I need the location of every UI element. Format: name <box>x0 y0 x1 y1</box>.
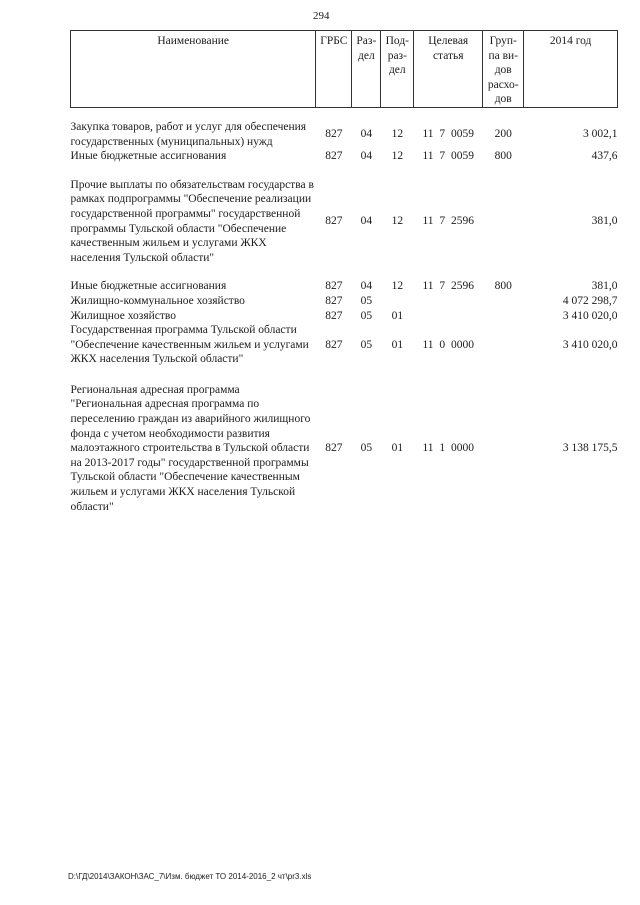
row-podrazdel: 12 <box>391 280 404 293</box>
row-razdel: 04 <box>360 128 373 141</box>
header-grbs: ГРБС <box>316 31 352 108</box>
table-row <box>71 383 618 514</box>
row-statya <box>414 309 483 324</box>
header-gruppa: Груп- па ви- дов расхо- дов <box>483 31 524 108</box>
row-razdel: 05 <box>360 442 373 455</box>
row-gruppa <box>483 309 524 324</box>
table-row <box>71 309 618 324</box>
row-gruppa: 800 <box>494 280 512 293</box>
row-sum: 381,0 <box>591 215 618 228</box>
row-razdel: 05 <box>360 294 373 307</box>
row-razdel: 04 <box>360 150 373 163</box>
row-podrazdel: 01 <box>391 309 404 322</box>
row-podrazdel: 01 <box>391 442 404 455</box>
file-path-footer: D:\ГД\2014\ЗАКОН\ЗАС_7\Изм. бюджет ТО 2014-2016_2 чт\pr3.xls <box>68 872 312 881</box>
page-number: 294 <box>313 10 330 22</box>
row-statya: 11 7 0059 <box>422 150 475 163</box>
table-header-row <box>71 31 618 108</box>
row-gruppa <box>483 178 524 266</box>
row-gruppa <box>483 323 524 367</box>
row-razdel: 05 <box>360 338 373 351</box>
row-name: Государственная программа Тульской области "Обеспечение качественным жильем и услугами ЖКХ населения Тульской области" <box>70 324 309 366</box>
row-grbs: 827 <box>325 294 343 307</box>
table-row <box>71 294 618 309</box>
row-statya: 11 7 2596 <box>422 215 475 228</box>
row-sum: 4 072 298,7 <box>562 294 618 307</box>
row-podrazdel: 01 <box>391 338 404 351</box>
row-sum: 437,6 <box>591 150 618 163</box>
row-name: Иные бюджетные ассигнования <box>70 280 227 293</box>
row-sum: 3 002,1 <box>583 128 618 141</box>
row-statya: 11 0 0000 <box>422 338 475 351</box>
row-sum: 3 410 020,0 <box>562 338 618 351</box>
table-row <box>71 323 618 367</box>
header-name: Наименование <box>71 31 316 108</box>
row-grbs: 827 <box>325 215 343 228</box>
row-grbs: 827 <box>325 150 343 163</box>
row-razdel: 04 <box>360 280 373 293</box>
row-statya: 11 1 0000 <box>422 442 475 455</box>
row-grbs: 827 <box>325 280 343 293</box>
row-razdel: 04 <box>360 215 373 228</box>
row-name: Жилищное хозяйство <box>70 309 177 322</box>
header-statya: Целевая статья <box>414 31 483 108</box>
row-podrazdel: 12 <box>391 128 404 141</box>
row-gruppa: 200 <box>494 128 512 141</box>
row-sum: 3 410 020,0 <box>562 309 618 322</box>
header-razdel: Раз- дел <box>352 31 381 108</box>
header-podrazdel: Под- раз- дел <box>381 31 414 108</box>
row-grbs: 827 <box>325 309 343 322</box>
row-name: Региональная адресная программа "Региональная адресная программа по переселению граждан из аварийного жилищного фонда с учетом необходимости развития малоэтажного строительства в Тульской области на 2013-2017 годы" государственной программы Тульской области "Обеспечение качественным жильем и услугами ЖКХ населения Тульской области" <box>70 383 311 513</box>
row-gruppa <box>483 383 524 514</box>
table-row <box>71 149 618 164</box>
row-sum: 3 138 175,5 <box>562 442 618 455</box>
row-name: Жилищно-коммунальное хозяйство <box>70 294 245 307</box>
row-name: Иные бюджетные ассигнования <box>70 150 227 163</box>
row-podrazdel: 12 <box>391 150 404 163</box>
row-name: Прочие выплаты по обязательствам государства в рамках подпрограммы "Обеспечение реализации государственной программы" государственной программы Тульской области "Обеспечение качественным жильем и услугами ЖКХ населения Тульской области" <box>70 178 314 264</box>
row-gruppa <box>483 294 524 309</box>
table-row <box>71 178 618 266</box>
row-sum: 381,0 <box>591 280 618 293</box>
header-sum: 2014 год <box>524 31 618 108</box>
row-grbs: 827 <box>325 442 343 455</box>
row-grbs: 827 <box>325 128 343 141</box>
row-statya: 11 7 2596 <box>422 280 475 293</box>
row-podrazdel <box>381 294 414 309</box>
row-statya: 11 7 0059 <box>422 128 475 141</box>
row-statya <box>414 294 483 309</box>
table-row <box>71 120 618 149</box>
row-name: Закупка товаров, работ и услуг для обеспечения государственных (муниципальных) нужд <box>70 120 307 148</box>
row-podrazdel: 12 <box>391 215 404 228</box>
row-grbs: 827 <box>325 338 343 351</box>
row-razdel: 05 <box>360 309 373 322</box>
budget-table <box>70 30 618 514</box>
row-gruppa: 800 <box>494 150 512 163</box>
table-row <box>71 279 618 294</box>
